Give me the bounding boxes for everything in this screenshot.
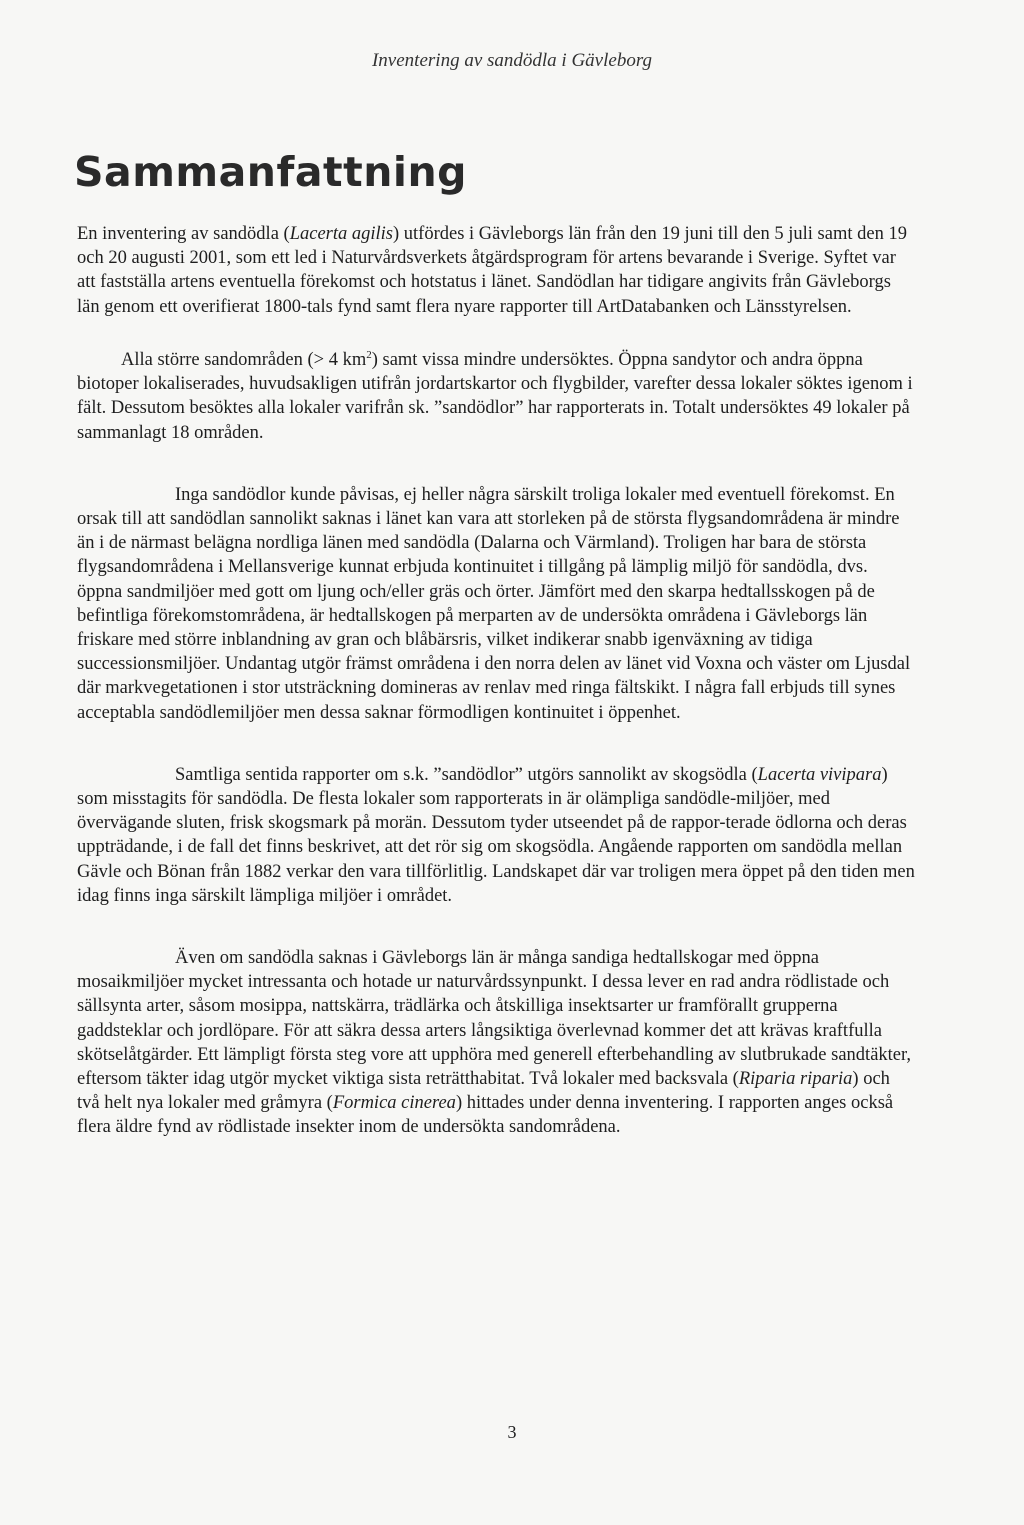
paragraph-2: Alla större sandområden (> 4 $km^2$) samt vissa mindre undersöktes. Öppna sandytor och andra öppna biotoper lokaliserades, huvudsakligen utifrån jordartskartor och flygbilder, varefter dessa lokaler söktes igenom i fält. Dessutom besöktes alla lokaler varifrån sk. ”sandödlor” har rapporterats in. Totalt undersöktes 49 lokaler på sammanlagt 18 områden.: [77, 348, 913, 443]
species-name: Formica cinerea: [332, 1093, 456, 1114]
page-number: 3: [507, 1422, 517, 1442]
paragraph-5: Även om sandödla saknas i Gävleborgs län är många sandiga hedtallskogar med öppna mosaikmiljöer mycket intressanta och hotade ur naturvårdssynpunkt. I dessa lever en rad andra rödlistade och sällsynta arter, såsom mosippa, nattskärra, trädlärka och åtskilliga insektsarter ur framförallt grupperna gaddsteklar och jordlöpare. För att säkra dessa arters långsiktiga överlevnad kommer det att krävas kraftfulla skötselåtgärder. Ett lämpligt första steg vore att upphöra med generell efterbehandling av slutbrukade sandtäkter, eftersom täkter idag utgör mycket viktiga sista reträtthabitat. Två lokaler med backsvala (Riparia riparia) och två helt nya lokaler med gråmyra (Formica cinerea) hittades under denna inventering. I rapporten anges också flera äldre fynd av rödlistade insekter inom de undersökta sandområdena.: [77, 948, 912, 1138]
species-name: Lacerta vivipara: [757, 764, 882, 785]
paragraph-4: Samtliga sentida rapporter om s.k. ”sandödlor” utgörs sannolikt av skogsödla (Lacerta vivipara) som misstagits för sandödla. De flesta lokaler som rapporterats in är olämpliga sandödle-miljöer, med övervägande sluten, frisk skogsmark på morän. Dessutom tyder utseendet på de rappor-terade ödlorna och deras uppträdande, i de fall det finns beskrivet, att det rör sig om skogsödla. Angående rapporten om sandödla mellan Gävle och Bönan från 1882 verkar den vara tillförlitlig. Landskapet där var troligen mera öppet på den tiden men idag finns inga särskilt lämpliga miljöer i området.: [77, 764, 915, 906]
summary-body: [77, 222, 917, 1164]
running-header: Inventering av sandödla i Gävleborg: [371, 50, 653, 71]
species-name: Lacerta agilis: [289, 224, 393, 244]
page-title: Sammanfattning: [74, 148, 467, 196]
paragraph-3: Inga sandödlor kunde påvisas, ej heller några särskilt troliga lokaler med eventuell förekomst. En orsak till att sandödlan sannolikt saknas i länet kan vara att storleken på de största flygsandområdena är mindre än i de närmast belägna nordliga länen med sandödla (Dalarna och Värmland). Troligen har bara de största flygsandområdena i Mellansverige kunnat erbjuda kontinuitet i tillgång på lämplig miljö för sandödla, dvs. öppna sandmiljöer med gott om ljung och/eller gräs och örter. Jämfört med den skarpa hedtallsskogen på de befintliga förekomstområdena, är hedtallskogen på merparten av de undersökta områdena i Gävleborgs län friskare med större inblandning av gran och blåbärsris, vilket indikerar snabb igenväxning av tidiga successionsmiljöer. Undantag utgör främst områdena i den norra delen av länet vid Voxna och väster om Ljusdal där markvegetationen i stor utsträckning domineras av renlav med ringa fältskikt. I några fall erbjuds till synes acceptabla sandödlemiljöer men dessa saknar förmodligen kontinuitet i öppenhet.: [77, 484, 911, 723]
species-name: Riparia riparia: [738, 1069, 853, 1090]
paragraph-1: En inventering av sandödla (Lacerta agilis) utfördes i Gävleborgs län från den 19 juni till den 5 juli samt den 19 och 20 augusti 2001, som ett led i Naturvårdsverkets åtgärdsprogram för artens bevarande i Sverige. Syftet var att fastställa artens eventuella förekomst och hotstatus i länet. Sandödlan har tidigare angivits från Gävleborgs län genom ett overifierat 1800-tals fynd samt flera nyare rapporter till ArtDatabanken och Länsstyrelsen.: [77, 224, 907, 317]
